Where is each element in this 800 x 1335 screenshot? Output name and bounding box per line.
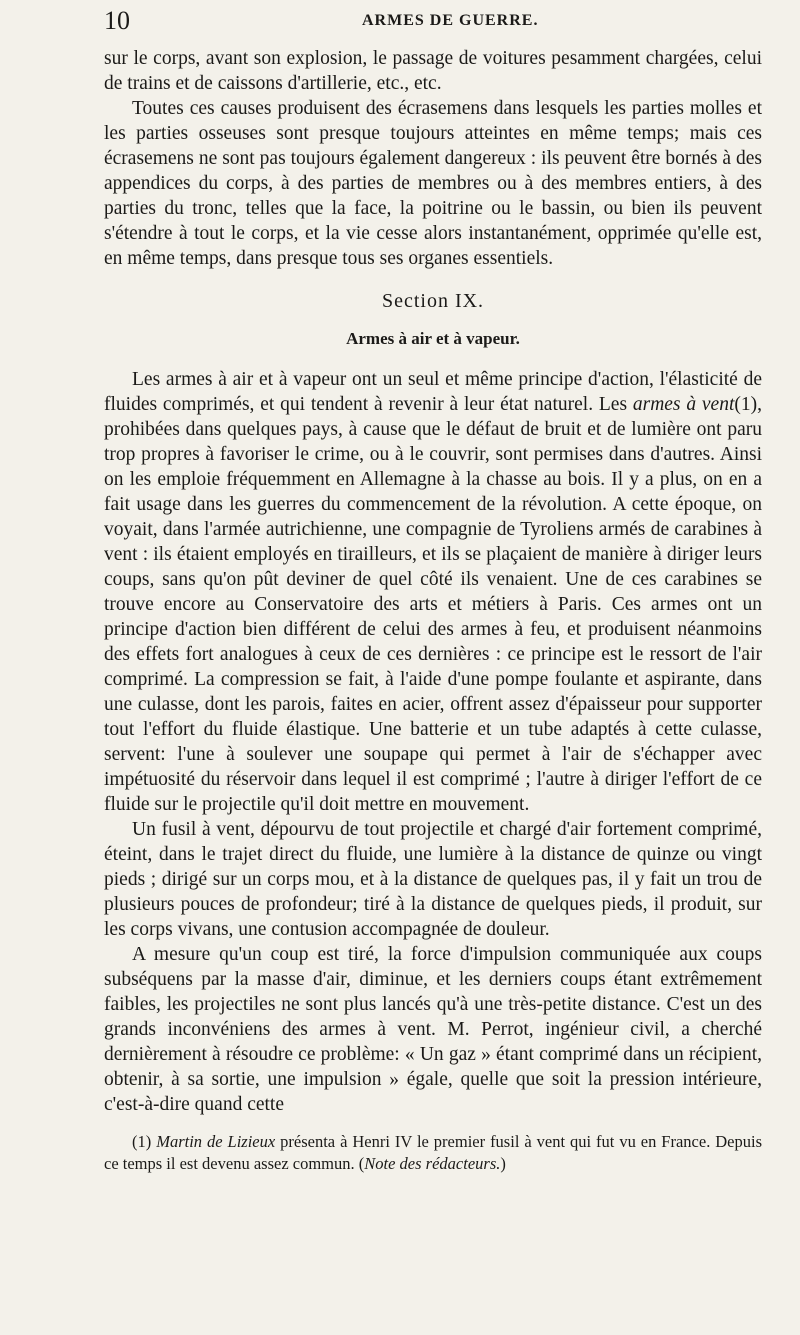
footnote-reference: (1)	[734, 394, 758, 415]
section-heading: Section IX.	[381, 290, 485, 312]
footnote-close: )	[500, 1154, 506, 1173]
paragraph-ecrasemens: Toutes ces causes produisent des écrasemens dans lesquels les parties molles et les parties osseuses sont presque toujours atteintes en même temps; mais ces écrasemens ne sont pas toujours également dangereux : ils peuvent être bornés à des appendices du corps, à des parties de membres ou à des membres entiers, à des parties du tronc, telles que la face, la poitrine ou le bassin, ou bien ils peuvent s'étendre à tout le corps, et la vie cesse alors instantanément, opprimée qu'elle est, en même temps, dans presque tous ses organes essentiels.	[104, 98, 762, 269]
footnote-name: Martin de Lizieux	[156, 1132, 276, 1151]
paragraph-body-text: , prohibées dans quelques pays, à cause que le défaut de bruit et de lumière ont paru trop propres à favoriser le crime, ou à le couvrir, sont permises dans d'autres. Ainsi on les emploie fréquemment en Allemagne à la chasse au bois. Il y a plus, on en a fait usage dans les guerres du commencement de la révolution. A cette époque, on voyait, dans l'armée autrichienne, une compagnie de Tyroliens armés de carabines à vent : ils étaient employés en tirailleurs, et ils se plaçaient de manière à diriger leurs coups, sans qu'on pût deviner de quel côté ils venaient. Une de ces carabines se trouve encore au Conservatoire des arts et métiers à Paris. Ces armes ont un principe d'action bien différent de celui des armes à feu, et produisent néanmoins des effets fort analogues à ceux de ces dernières : ce principe est le ressort de l'air comprimé. La compression se fait, à l'aide d'une pompe foulante et aspirante, dans une culasse, dont les parois, faites en acier, offrent assez d'épaisseur pour supporter tout l'effort du fluide élastique. Une batterie et un tube adaptés à cette culasse, servent: l'une à soulever une soupape qui permet à l'air de s'échapper avec impétuosité du réservoir dans lequel il est comprimé ; l'autre à diriger l'effort de ce fluide sur le projectile qu'il doit mettre en mouvement.	[104, 394, 762, 815]
page-number: 10	[104, 6, 130, 35]
footnote-mark: (1)	[132, 1132, 152, 1151]
paragraph-armes-a-air	[104, 367, 762, 817]
paragraph-fusil-a-vent: Un fusil à vent, dépourvu de tout projectile et chargé d'air fortement comprimé, éteint, dans le trajet direct du fluide, une lumière à la distance de quinze ou vingt pieds ; dirigé sur un corps mou, et à la distance de quelques pas, il y fait un trou de plusieurs pouces de profondeur; tiré à la distance de quelques pieds, il produit, sur les corps vivans, une contusion accompagnée de douleur.	[104, 819, 762, 940]
section-subtitle: Armes à air et à vapeur.	[346, 329, 520, 348]
paragraph-impulsion: A mesure qu'un coup est tiré, la force d'impulsion communiquée aux coups subséquens par la masse d'air, diminue, et les derniers coups étant extrêmement faibles, les projectiles ne sont plus lancés qu'à une très-petite distance. C'est un des grands inconvéniens des armes à vent. M. Perrot, ingénieur civil, a cherché dernièrement à résoudre ce problème: « Un gaz » étant comprimé dans un récipient, obtenir, à sa sortie, une impulsion » égale, quelle que soit la pression intérieure, c'est-à-dire quand cette	[104, 944, 762, 1115]
running-title: ARMES DE GUERRE.	[362, 12, 539, 29]
page-header	[104, 4, 760, 34]
footnote	[104, 1131, 762, 1175]
footnote-text: présenta à Henri IV le premier fusil à vent qui fut vu en France. Depuis ce temps il est devenu assez commun. (	[104, 1132, 763, 1173]
page-body	[104, 46, 762, 1175]
intro-text: Les armes à air et à vapeur ont un seul et même principe d'action, l'élasticité de fluides comprimés, et qui tendent à revenir à leur état naturel. Les	[104, 369, 762, 415]
footnote-note-label: Note des rédacteurs.	[364, 1154, 501, 1173]
italic-term: armes à vent	[632, 394, 735, 415]
paragraph-continuation: sur le corps, avant son explosion, le passage de voitures pesamment chargées, celui de trains et de caissons d'artillerie, etc., etc.	[104, 48, 762, 94]
